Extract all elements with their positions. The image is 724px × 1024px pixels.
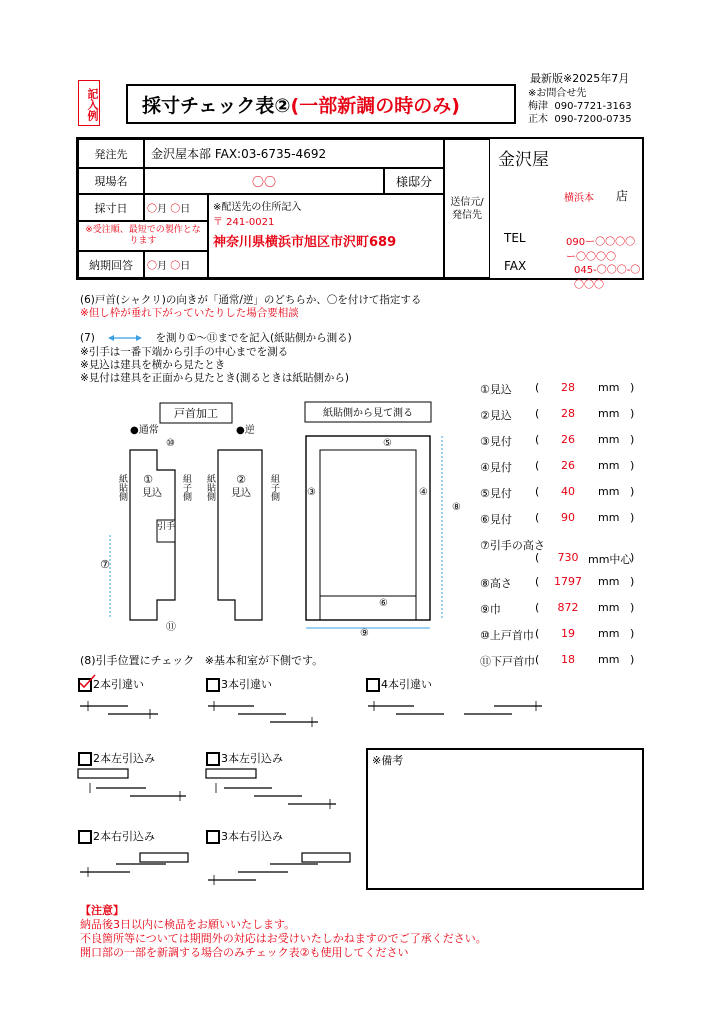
order-to-value: 金沢屋本部 FAX:03-6735-4692 — [144, 139, 444, 168]
option-3-sliding[interactable]: 3本引違い — [206, 676, 272, 692]
measurement-unit: mm — [598, 485, 620, 498]
option-4-sliding[interactable]: 4本引違い — [366, 676, 432, 692]
tokubi-title: 戸首加工 — [174, 407, 218, 420]
num-4: ④ — [419, 487, 428, 498]
measurement-unit: mm — [598, 627, 620, 640]
num-11: ⑪ — [166, 622, 176, 633]
measurement-unit: mm中心 — [588, 553, 632, 566]
num-3: ③ — [307, 487, 316, 498]
address-cell — [208, 194, 444, 278]
caution-line-3: 開口部の一部を新調する場合のみチェック表②も使用してください — [80, 946, 409, 959]
address-note: ※配送先の住所記入 — [213, 202, 302, 213]
contact-header: ※お問合せ先 — [528, 88, 587, 99]
paper-side-label-1: 紙貼側 — [117, 474, 127, 501]
measurement-value[interactable]: 26 — [561, 433, 575, 446]
num-2: ② — [236, 473, 246, 486]
site-label: 現場名 — [78, 168, 144, 194]
normal-label: ●通常 — [130, 425, 159, 436]
branch-suffix: 店 — [616, 189, 629, 203]
tel-value: 090ー〇〇〇〇ー〇〇〇〇 — [566, 237, 636, 263]
num-8: ⑧ — [452, 502, 461, 513]
measurement-value[interactable]: 26 — [561, 459, 575, 472]
branch-name: 横浜本 — [564, 193, 594, 204]
remarks-box[interactable] — [366, 748, 644, 890]
title-main: 採寸チェック表② — [142, 94, 291, 117]
mikomi-2: 見込 — [231, 488, 251, 499]
measurement-unit: mm — [598, 601, 620, 614]
option-2-left[interactable]: 2本左引込み — [78, 750, 155, 766]
measurement-label: ⑥見付 — [480, 513, 512, 526]
contact-2: 正木 090-7200-0735 — [528, 114, 632, 125]
num-7: ⑦ — [100, 558, 110, 571]
fax-label: FAX — [504, 259, 527, 273]
caution-line-1: 納品後3日以内に検品をお願いいたします。 — [80, 918, 296, 931]
tel-label: TEL — [504, 231, 526, 245]
measurement-label: ⑪下戸首巾 — [480, 655, 535, 668]
title-box — [126, 84, 516, 124]
measurement-unit: mm — [598, 407, 620, 420]
postal-code: 〒 241-0021 — [213, 217, 275, 228]
hikite-label: 引手 — [156, 522, 176, 532]
option-3-right[interactable]: 3本右引込み — [206, 828, 283, 844]
measure-date-label: 採寸日 — [78, 194, 144, 221]
measurement-value[interactable]: 872 — [557, 601, 579, 614]
instruction-7: (7) を測り①～⑪までを記入(紙貼側から測る) — [80, 332, 352, 344]
instruction-note-1: ※引手は一番下端から引手の中心までを測る — [80, 346, 289, 358]
paper-side-label-2: 紙貼側 — [205, 474, 215, 501]
measurement-label: ⑧高さ — [480, 577, 512, 590]
measurement-label: ③見付 — [480, 435, 512, 448]
door-diagram — [0, 390, 470, 650]
fax-value: 045-〇〇〇-〇〇〇〇 — [574, 265, 641, 291]
measurement-label: ⑨巾 — [480, 603, 501, 616]
instruction-6-note: ※但し枠が垂れ下がっていたりした場合要相談 — [80, 307, 299, 319]
order-note: ※受注順、最短での製作となります — [78, 221, 208, 251]
measurement-value[interactable]: 28 — [561, 381, 575, 394]
arrow-icon — [108, 333, 142, 343]
option-2-sliding[interactable]: 2本引違い — [78, 676, 144, 692]
measure-date-value: 〇 月 〇 日 — [144, 194, 208, 221]
order-form — [76, 137, 644, 291]
num-5: ⑤ — [383, 438, 392, 449]
measurement-label: ①見込 — [480, 383, 512, 396]
instruction-note-2: ※見込は建具を横から見たとき — [80, 359, 226, 371]
measurement-unit: mm — [598, 459, 620, 472]
sender-label: 送信元/発信先 — [444, 139, 490, 278]
measurement-unit: mm — [598, 575, 620, 588]
measurement-unit: mm — [598, 511, 620, 524]
measurement-value[interactable]: 18 — [561, 653, 575, 666]
measurement-value[interactable]: 730 — [557, 551, 579, 564]
instruction-6: (6)戸首(シャクリ)の向きが「通常/逆」のどちらか、〇を付けて指定する — [80, 294, 422, 306]
measurement-unit: mm — [598, 381, 620, 394]
hikite-section-title: (8)引手位置にチェック ※基本和室が下側です。 — [80, 654, 324, 667]
instruction-note-3: ※見付は建具を正面から見たとき(測るときは紙貼側から) — [80, 372, 349, 384]
measurement-label: ②見込 — [480, 409, 512, 422]
measurement-value[interactable]: 40 — [561, 485, 575, 498]
measurement-label: ④見付 — [480, 461, 512, 474]
measurement-value[interactable]: 90 — [561, 511, 575, 524]
version-label: 最新版※2025年7月 — [530, 72, 630, 85]
front-title: 紙貼側から見て測る — [323, 408, 413, 419]
mikomi-1: 見込 — [142, 488, 162, 499]
num-1: ① — [143, 473, 153, 486]
measurement-unit: mm — [598, 433, 620, 446]
num-9: ⑨ — [360, 628, 369, 639]
address-value: 神奈川県横浜市旭区市沢町689 — [213, 235, 397, 250]
frame-side-label-2: 組子側 — [269, 474, 279, 501]
remarks-label: ※備考 — [372, 754, 404, 767]
contact-1: 梅津 090-7721-3163 — [528, 101, 632, 112]
door-front-inner — [320, 450, 416, 596]
delivery-value: 〇 月 〇 日 — [144, 251, 208, 278]
delivery-label: 納期回答 — [78, 251, 144, 278]
measurement-value[interactable]: 19 — [561, 627, 575, 640]
site-value: 〇〇 — [144, 168, 384, 194]
measurement-label: ⑤見付 — [480, 487, 512, 500]
num-10: ⑩ — [166, 438, 175, 449]
option-2-right[interactable]: 2本右引込み — [78, 828, 155, 844]
num-6: ⑥ — [379, 598, 388, 609]
caution-line-2: 不良箇所等については期間外の対応はお受けいたしかねますのでご了承ください。 — [80, 932, 487, 945]
measurement-unit: mm — [598, 653, 620, 666]
site-suffix: 様邸分 — [384, 168, 444, 194]
measurement-value[interactable]: 1797 — [554, 575, 582, 588]
caution-title: 【注意】 — [80, 904, 124, 917]
title-sub: (一部新調の時のみ) — [290, 94, 460, 117]
frame-side-label-1: 組子側 — [181, 474, 191, 501]
measurement-label: ⑦引手の高さ — [480, 539, 545, 552]
measurement-value[interactable]: 28 — [561, 407, 575, 420]
measurement-label: ⑩上戸首巾 — [480, 629, 534, 642]
option-3-left[interactable]: 3本左引込み — [206, 750, 283, 766]
company-name: 金沢屋 — [498, 150, 549, 170]
sample-stamp: 記入例 — [78, 80, 100, 126]
order-to-label: 発注先 — [78, 139, 144, 168]
reverse-label: ●逆 — [236, 425, 255, 436]
